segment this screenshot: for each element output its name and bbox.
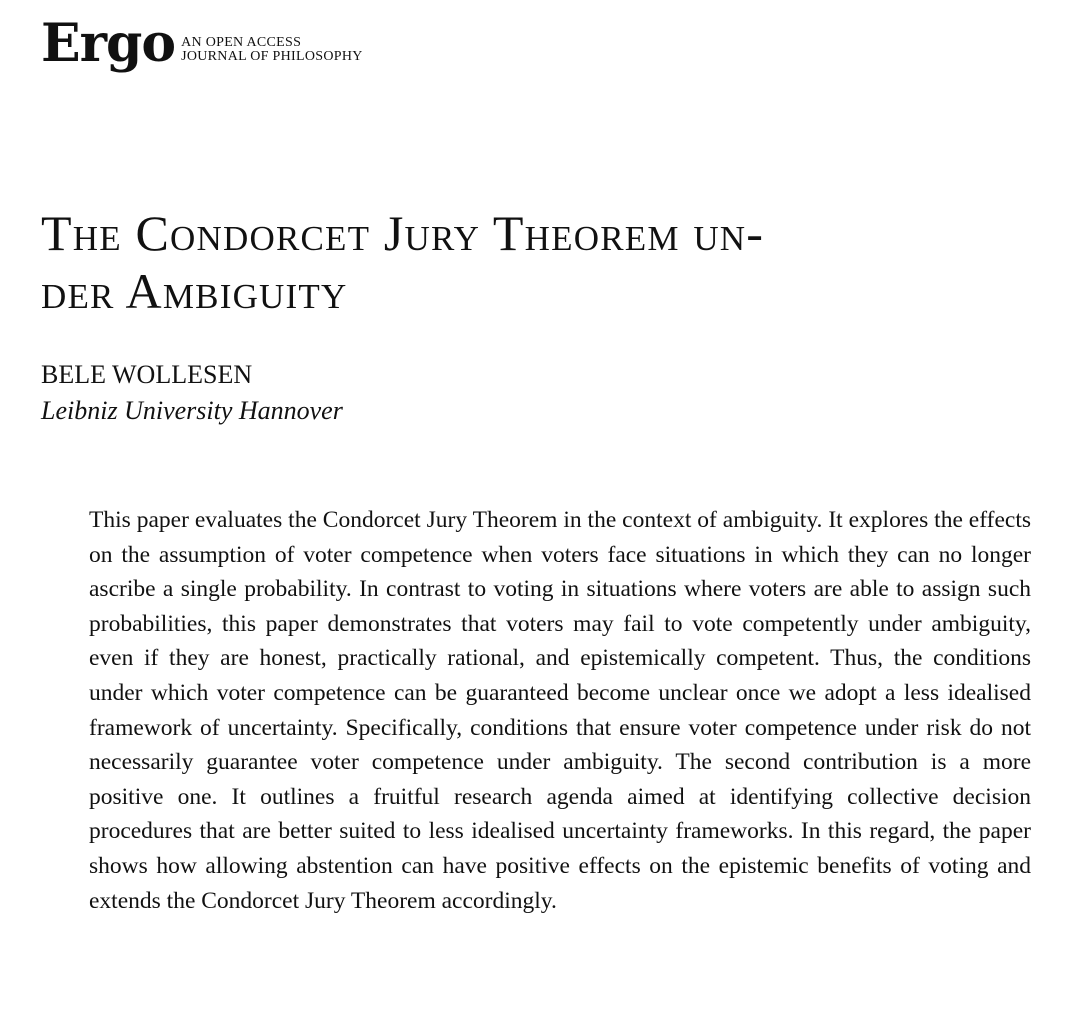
- logo-wordmark: Ergo: [41, 13, 176, 74]
- logo-tagline: [181, 36, 363, 64]
- title-line-1: The Condorcet Jury Theorem un-: [41, 205, 765, 261]
- paper-title: [41, 204, 841, 320]
- author-name: BELE WOLLESEN: [41, 360, 253, 389]
- author-affiliation: Leibniz University Hannover: [41, 396, 343, 425]
- journal-logo: [41, 14, 363, 74]
- tagline-line-1: AN OPEN ACCESS: [181, 35, 302, 50]
- tagline-line-2: JOURNAL OF PHILOSOPHY: [181, 49, 363, 64]
- abstract: This paper evaluates the Condorcet Jury Theorem in the context of ambiguity. It explores the effects on the assumption of voter competence when voters face situations in which they can no longer ascribe a single probability. In contrast to voting in situations where voters are able to assign such probabilities, this paper demonstrates that voters may fail to vote competently under ambiguity, even if they are honest, practically rational, and epistemically competent. Thus, the conditions under which voter competence can be guaranteed become unclear once we adopt a less idealised framework of uncertainty. Specifically, conditions that ensure voter competence under risk do not necessarily guarantee voter competence under ambiguity. The second contribution is a more positive one. It outlines a fruitful research agenda aimed at identifying collective decision procedures that are better suited to less idealised uncertainty frameworks. In this regard, the paper shows how allowing abstention can have positive effects on the epistemic benefits of voting and extends the Condorcet Jury Theorem accordingly.: [89, 507, 1031, 914]
- title-line-2: der Ambiguity: [41, 263, 348, 319]
